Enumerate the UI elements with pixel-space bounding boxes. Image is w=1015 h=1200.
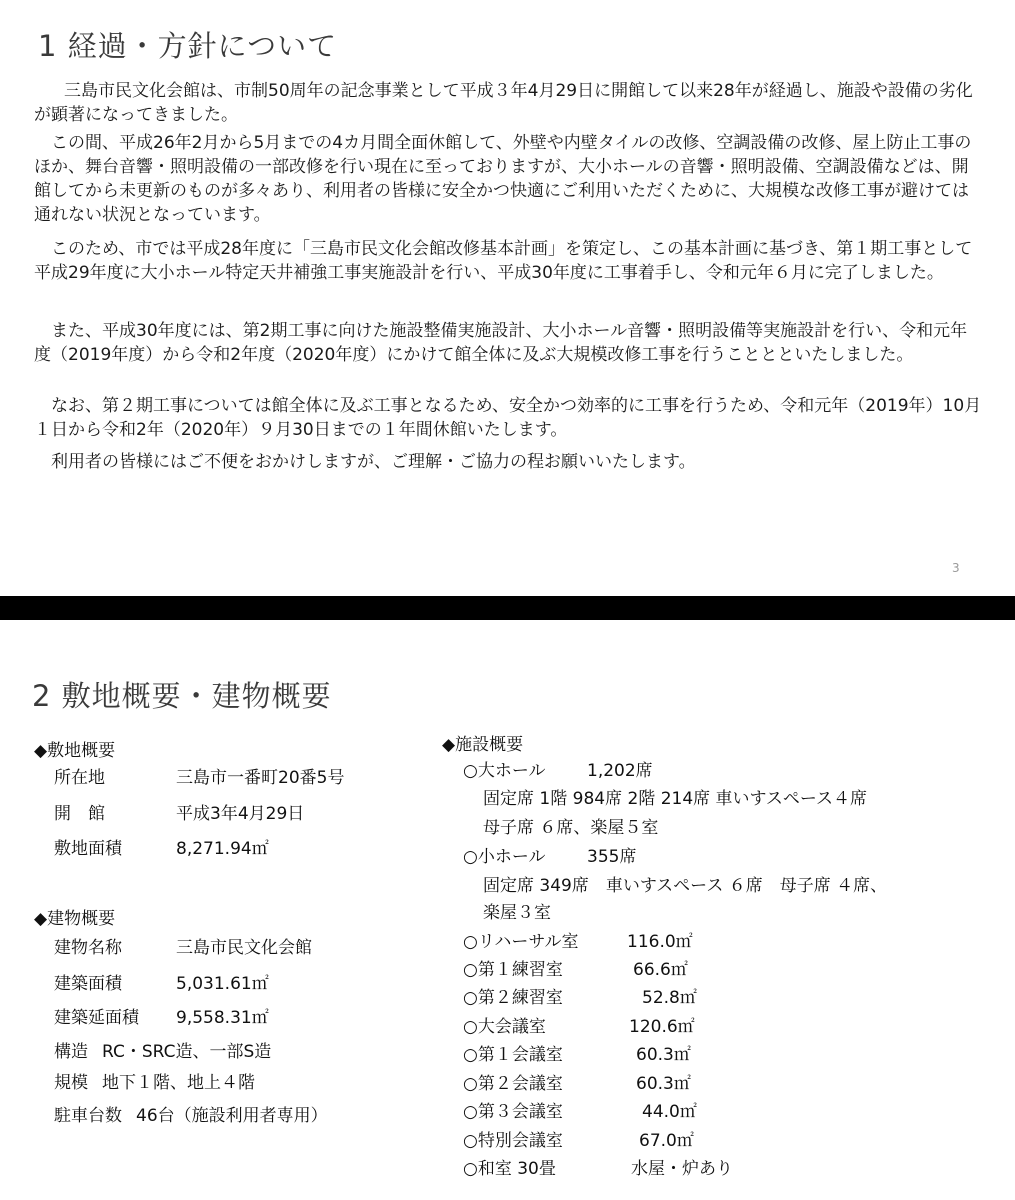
slide-divider: [0, 596, 1015, 620]
room-value: 52.8㎡: [642, 988, 697, 1008]
facility-seats: 1,202席: [587, 761, 653, 781]
room-name: ○第２会議室: [463, 1074, 563, 1094]
large-hall-detail-2: 母子席 ６席、楽屋５室: [483, 818, 659, 838]
slide-2: [0, 620, 1015, 1200]
room-value: 水屋・炉あり: [631, 1159, 733, 1179]
room-name: ○第１練習室: [463, 960, 563, 980]
facility-seats: 355席: [587, 847, 637, 867]
paragraph-3: このため、市では平成28年度に「三島市民文化会館改修基本計画」を策定し、この基本計画に基づき、第１期工事として平成29年度に大小ホール特定天井補強工事実施設計を行い、平成30年度に工事着手し、令和元年６月に完了しました。: [34, 239, 973, 283]
room-name: ○大会議室: [463, 1017, 546, 1037]
large-hall-detail-1: 固定席 1階 984席 2階 214席 車いすスペース４席: [483, 789, 868, 809]
building-value: RC・SRC造、一部S造: [102, 1042, 272, 1062]
building-value: 9,558.31㎡: [176, 1008, 269, 1028]
room-value: 44.0㎡: [642, 1102, 697, 1122]
building-label: 規模: [54, 1073, 88, 1093]
building-value: 三島市民文化会館: [176, 938, 312, 958]
room-value: 67.0㎡: [639, 1131, 694, 1151]
site-value: 平成3年4月29日: [176, 804, 305, 824]
building-label: 建築延面積: [54, 1008, 139, 1028]
small-hall-detail-2: 楽屋３室: [483, 903, 551, 923]
page-number: 3: [952, 561, 960, 575]
small-hall-detail-1: 固定席 349席 車いすスペース ６席 母子席 ４席、: [483, 876, 888, 896]
building-row-scale: [54, 1071, 255, 1095]
room-value: 60.3㎡: [636, 1045, 691, 1065]
site-label: 開 館: [54, 804, 105, 824]
site-label: 所在地: [54, 768, 105, 788]
room-name: ○特別会議室: [463, 1131, 563, 1151]
facility-name: ○大ホール: [463, 761, 546, 781]
site-value: 三島市一番町20番5号: [176, 768, 345, 788]
building-row-structure: [54, 1040, 271, 1064]
paragraph-5: なお、第２期工事については館全体に及ぶ工事となるため、安全かつ効率的に工事を行うため、令和元年（2019年）10月１日から令和2年（2020年）９月30日までの１年間休館いたします。: [34, 396, 982, 440]
building-value: 地下１階、地上４階: [102, 1073, 255, 1093]
paragraph-1: 三島市民文化会館は、市制50周年の記念事業として平成３年4月29日に開館して以来28年が経過し、施設や設備の劣化が顕著になってきました。: [34, 81, 973, 125]
room-value: 66.6㎡: [633, 960, 688, 980]
slide-2-title: 2 敷地概要・建物概要: [32, 679, 332, 713]
building-label: 駐車台数: [54, 1106, 122, 1126]
building-row-parking: [54, 1104, 328, 1128]
paragraph-6: 利用者の皆様にはご不便をおかけしますが、ご理解・ご協力の程お願いいたします。: [51, 452, 696, 472]
building-overview-heading: ◆建物概要: [34, 909, 116, 929]
room-name: ○第３会議室: [463, 1102, 563, 1122]
building-label: 建築面積: [54, 974, 122, 994]
room-value: 120.6㎡: [629, 1017, 695, 1037]
building-value: 46台（施設利用者専用）: [136, 1106, 328, 1126]
room-name: ○リハーサル室: [463, 932, 579, 952]
slide-1: [0, 0, 1015, 596]
room-name: ○第２練習室: [463, 988, 563, 1008]
facilities-overview-heading: ◆施設概要: [442, 735, 524, 755]
site-label: 敷地面積: [54, 839, 122, 859]
building-value: 5,031.61㎡: [176, 974, 269, 994]
slide-1-title: 1 経過・方針について: [38, 29, 338, 63]
facility-name: ○小ホール: [463, 847, 546, 867]
room-name: ○第１会議室: [463, 1045, 563, 1065]
paragraph-2: この間、平成26年2月から5月までの4カ月間全面休館して、外壁や内壁タイルの改修、空調設備の改修、屋上防止工事のほか、舞台音響・照明設備の一部改修を行い現在に至っておりますが、大小ホールの音響・照明設備、空調設備などは、開館してから未更新のものが多々あり、利用者の皆様に安全かつ快適にご利用いただくために、大規模な改修工事が避けては通れない状況となっています。: [34, 133, 972, 225]
site-overview-heading: ◆敷地概要: [34, 741, 116, 761]
room-value: 60.3㎡: [636, 1074, 691, 1094]
room-value: 116.0㎡: [627, 932, 693, 952]
building-label: 構造: [54, 1042, 88, 1062]
paragraph-4: また、平成30年度には、第2期工事に向けた施設整備実施設計、大小ホール音響・照明設備等実施設計を行い、令和元年度（2019年度）から令和2年度（2020年度）にかけて館全体に及ぶ大規模改修工事を行うこととといたしました。: [34, 321, 968, 365]
building-label: 建物名称: [54, 938, 122, 958]
site-value: 8,271.94㎡: [176, 839, 269, 859]
room-name: ○和室 30畳: [463, 1159, 556, 1179]
